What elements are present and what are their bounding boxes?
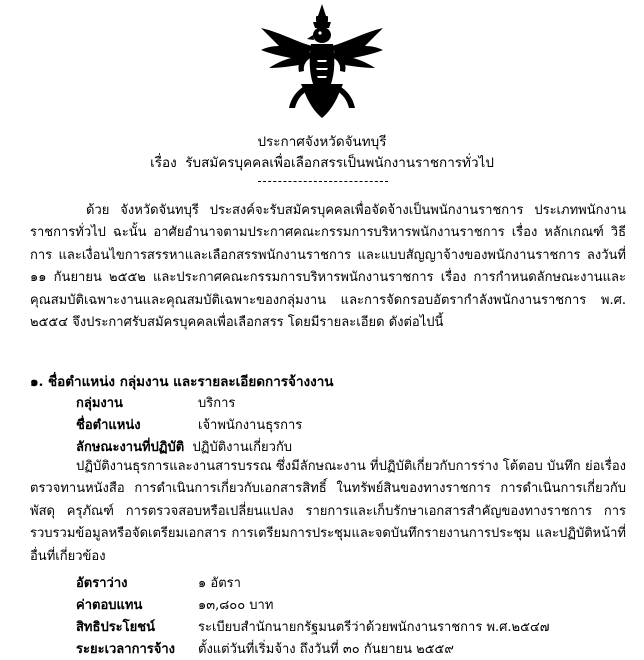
vacancy-value: ๑ อัตรา	[198, 576, 241, 591]
salary-row	[76, 594, 273, 615]
group-label: กลุ่มงาน	[76, 396, 123, 411]
group-row	[76, 392, 235, 413]
duty-value: ปฏิบัติงานเกี่ยวกับ	[192, 440, 293, 455]
duty-row	[76, 436, 292, 457]
duty-detail-paragraph: ปฏิบัติงานธุรการและงานสารบรรณ ซึ่งมีลักษณะงาน ที่ปฏิบัติเกี่ยวกับการร่าง โต้ตอบ บันทึก ย่อเรื่อง ตรวจทานหนังสือ การดำเนินการเกี่ยวกับเอกสารสิทธิ์ ในทรัพย์สินของทางราชการ การดำเนินการเกี่ยวกับพัสดุ ครุภัณฑ์ การตรวจสอบหรือเปลี่ยนแปลง รายการและเก็บรักษาเอกสารสำคัญของทางราชการ การรวบรวมข้อมูลหรือจัดเตรียมเอกสาร การเตรียมการประชุมและจดบันทึกรายงานการประชุม และปฏิบัติหน้าที่อื่นที่เกี่ยวข้อง	[30, 459, 626, 564]
subject-prefix: เรื่อง	[150, 155, 177, 171]
announcement-subject	[0, 154, 644, 172]
group-value: บริการ	[198, 396, 236, 411]
intro-paragraph: ด้วย จังหวัดจันทบุรี ประสงค์จะรับสมัครบุคคลเพื่อจัดจ้างเป็นพนักงานราชการ ประเภทพนักงานราชการทั่วไป ฉะนั้น อาศัยอำนาจตามประกาศคณะกรรมการบริหารพนักงานราชการ เรื่อง หลักเกณฑ์ วิธีการ และเงื่อนไขการสรรหาและเลือกสรรพนักงานราชการ และแบบสัญญาจ้างของพนักงานราชการ ลงวันที่ ๑๑ กันยายน ๒๕๕๒ และประกาศคณะกรรมการบริหารพนักงานราชการ เรื่อง การกำหนดลักษณะงานและคุณสมบัติเฉพาะงานและคุณสมบัติเฉพาะของกลุ่มงาน และการจัดกรอบอัตรากำลังพนักงานราชการ พ.ศ. ๒๕๕๔ จึงประกาศรับสมัครบุคคลเพื่อเลือกสรร โดยมีรายละเอียด ดังต่อไปนี้	[30, 203, 626, 331]
subject-text: รับสมัครบุคคลเพื่อเลือกสรรเป็นพนักงานราชการทั่วไป	[185, 155, 494, 171]
salary-label: ค่าตอบแทน	[76, 598, 143, 613]
duty-label: ลักษณะงานที่ปฏิบัติ	[76, 440, 185, 455]
period-label: ระยะเวลาการจ้าง	[76, 642, 175, 657]
benefit-value: ระเบียบสำนักนายกรัฐมนตรีว่าด้วยพนักงานราชการ พ.ศ.๒๕๔๗	[198, 620, 550, 635]
vacancy-row	[76, 572, 241, 593]
period-value: ตั้งแต่วันที่เริ่มจ้าง ถึงวันที่ ๓๐ กันยายน ๒๕๕๙	[198, 642, 454, 657]
benefit-row	[76, 616, 550, 637]
position-value: เจ้าพนักงานธุรการ	[198, 418, 303, 433]
title-divider	[258, 181, 388, 182]
position-row	[76, 414, 302, 435]
benefit-label: สิทธิประโยชน์	[76, 620, 155, 635]
position-label: ชื่อตำแหน่ง	[76, 418, 141, 433]
period-row	[76, 638, 454, 659]
vacancy-label: อัตราว่าง	[76, 576, 128, 591]
section-1-heading: ๑. ชื่อตำแหน่ง กลุ่มงาน และรายละเอียดการจ้างงาน	[30, 374, 334, 390]
announcement-title: ประกาศจังหวัดจันทบุรี	[257, 134, 387, 150]
salary-value: ๑๓,๘๐๐ บาท	[198, 598, 274, 613]
garuda-emblem-icon	[257, 2, 387, 120]
